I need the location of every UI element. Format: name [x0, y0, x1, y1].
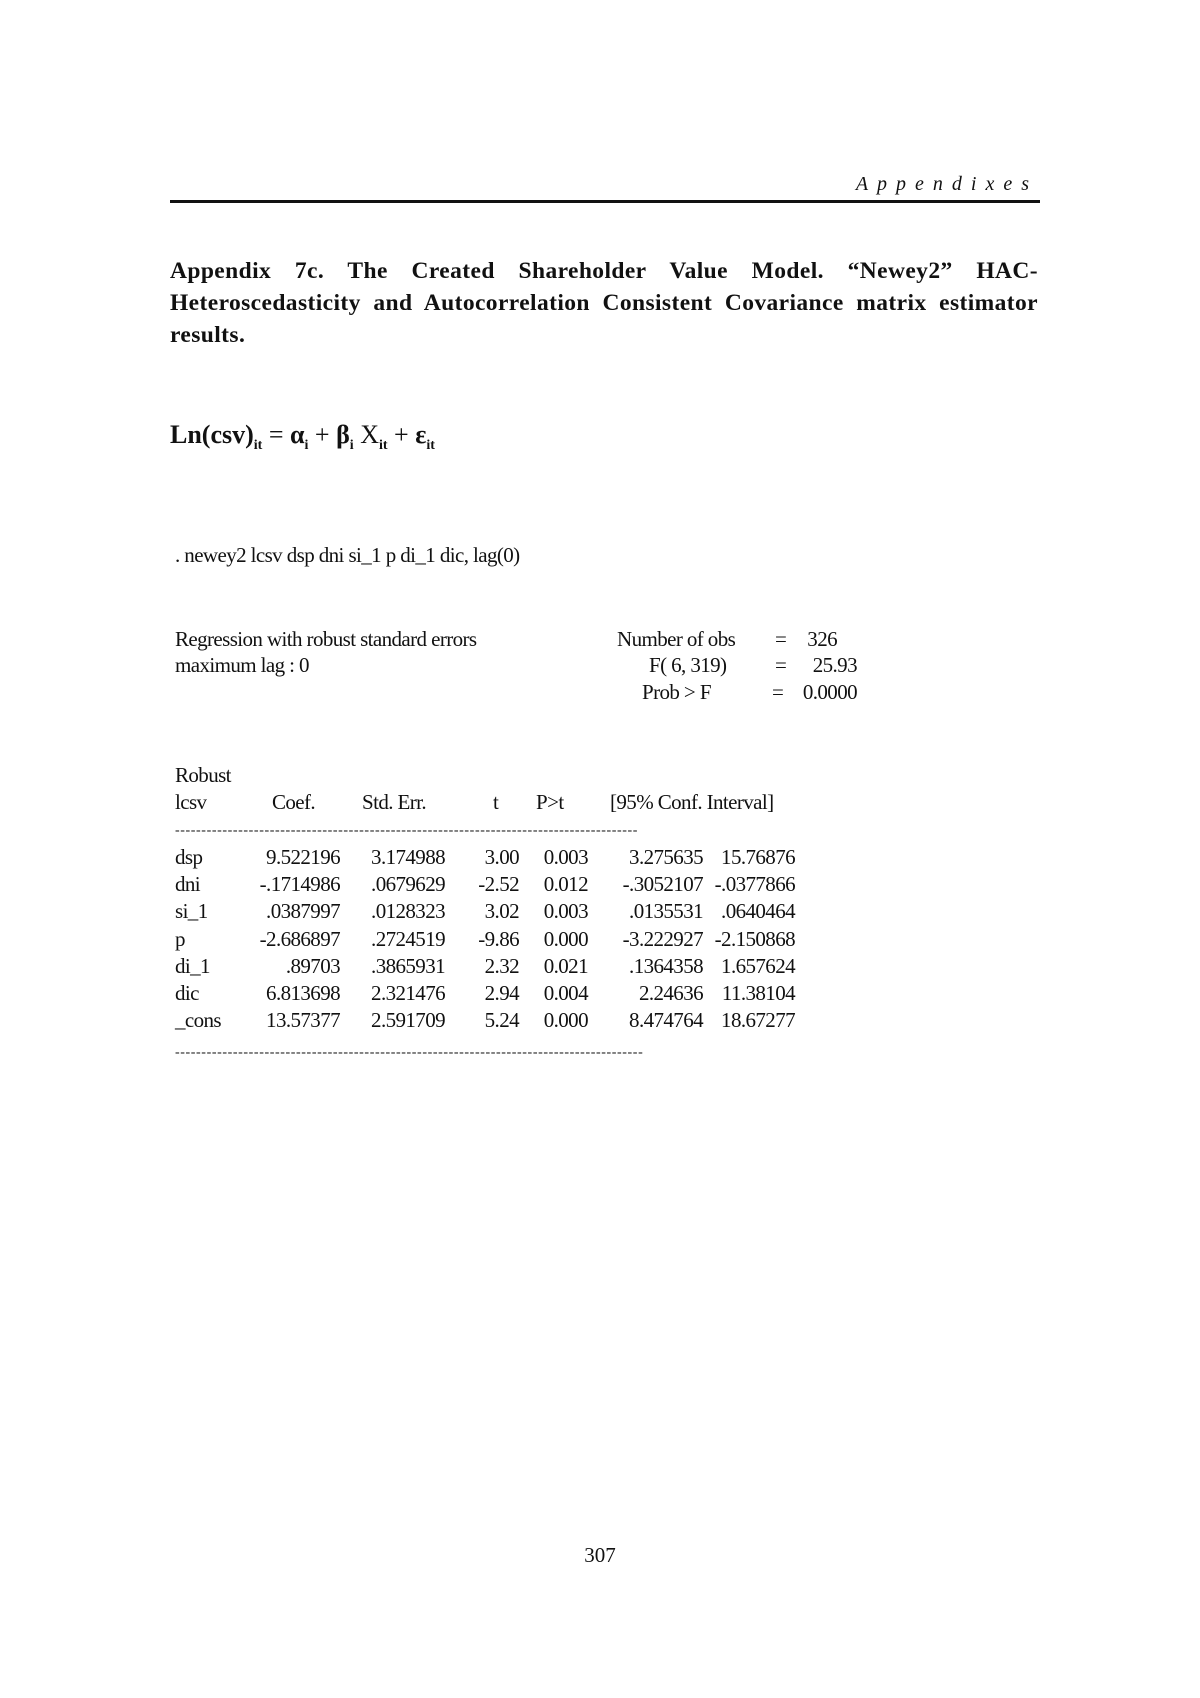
appendix-title: Appendix 7c. The Created Shareholder Value Model. “Newey2” HAC-Heteroscedasticity and Autocorrelation Consistent Covariance matrix estimator results. — [170, 258, 1038, 348]
table-row — [175, 927, 815, 954]
row-std-err: 2.321476 — [371, 980, 445, 1005]
running-head: Appendixes — [855, 173, 1038, 195]
table-header-row — [175, 790, 815, 817]
row-std-err: 3.174988 — [371, 845, 445, 869]
row-p: 0.000 — [543, 926, 588, 951]
row-coef: 9.522196 — [266, 845, 340, 869]
equation-lhs-subscript: it — [253, 438, 263, 453]
row-t: -9.86 — [478, 926, 519, 951]
table-row — [175, 954, 815, 981]
row-ci-high: -2.150868 — [714, 926, 795, 951]
equation-lhs: Ln(csv) — [170, 420, 254, 449]
equation-plus-2: + — [394, 420, 409, 449]
table-row — [175, 872, 815, 899]
table-separator-bottom: ----------------------------------------------------------------------------------------- — [175, 1045, 644, 1060]
equation-alpha-subscript: i — [304, 438, 309, 453]
equation-beta: β — [336, 420, 350, 449]
stat-value-prob: 0.0000 — [802, 680, 857, 704]
row-t: 3.02 — [484, 899, 519, 924]
row-variable: p — [175, 926, 185, 951]
row-variable: dni — [175, 872, 201, 897]
row-t: 5.24 — [484, 1008, 519, 1033]
row-variable: dic — [175, 980, 199, 1005]
equation-x: X — [360, 420, 379, 449]
row-ci-high: -.0377866 — [714, 872, 795, 897]
stat-name-prob: Prob > F — [642, 680, 711, 704]
stat-value-f: 25.93 — [812, 653, 857, 677]
row-ci-low: 8.474764 — [629, 1008, 703, 1033]
row-coef: 6.813698 — [266, 980, 340, 1005]
stat-eq-f: = — [775, 653, 787, 677]
row-p: 0.003 — [543, 845, 588, 869]
row-std-err: .0679629 — [371, 872, 445, 897]
equation-epsilon: ε — [415, 420, 427, 449]
header-conf-interval: [95% Conf. Interval] — [610, 790, 774, 814]
row-std-err: .0128323 — [371, 899, 445, 924]
row-p: 0.012 — [543, 872, 588, 897]
header-p: P>t — [536, 790, 564, 814]
row-std-err: .2724519 — [371, 926, 445, 951]
row-t: 2.94 — [484, 980, 519, 1005]
row-variable: si_1 — [175, 899, 208, 924]
row-t: -2.52 — [478, 872, 519, 897]
row-variable: _cons — [175, 1008, 221, 1033]
row-ci-high: 1.657624 — [721, 953, 795, 978]
equation-plus-1: + — [314, 420, 330, 449]
row-ci-high: 18.67277 — [721, 1008, 795, 1033]
header-std-err: Std. Err. — [362, 790, 427, 814]
stat-eq-prob: = — [772, 680, 784, 704]
row-t: 3.00 — [484, 845, 519, 869]
equation-equals: = — [268, 420, 284, 449]
equation-alpha: α — [290, 420, 305, 449]
stat-name-f: F( 6, 319) — [649, 653, 727, 677]
row-variable: di_1 — [175, 953, 210, 978]
row-ci-low: .0135531 — [629, 899, 703, 924]
row-ci-high: 11.38104 — [721, 980, 795, 1005]
table-row — [175, 899, 815, 926]
row-ci-low: -.3052107 — [622, 872, 703, 897]
row-coef: -.1714986 — [259, 872, 340, 897]
table-separator-top: ---------------------------------------------------------------------------------------- — [175, 823, 639, 838]
row-ci-low: .1364358 — [629, 953, 703, 978]
row-ci-low: 3.275635 — [629, 845, 703, 869]
stat-value-obs: 326 — [807, 627, 837, 651]
row-p: 0.004 — [543, 980, 588, 1005]
row-ci-high: 15.76876 — [721, 845, 795, 869]
header-coef: Coef. — [272, 790, 316, 814]
row-p: 0.021 — [543, 953, 588, 978]
equation-epsilon-subscript: it — [426, 438, 435, 453]
row-p: 0.003 — [543, 899, 588, 924]
robust-label: Robust — [175, 763, 231, 787]
row-p: 0.000 — [543, 1008, 588, 1033]
row-ci-high: .0640464 — [721, 899, 795, 924]
header-rule — [170, 200, 1040, 203]
equation-beta-subscript: i — [349, 438, 354, 453]
table-row — [175, 981, 815, 1008]
coefficient-table — [175, 845, 815, 1035]
row-ci-low: -3.222927 — [622, 926, 703, 951]
row-std-err: 2.591709 — [371, 1008, 445, 1033]
page-number: 307 — [584, 1543, 616, 1567]
max-lag-label: maximum lag : 0 — [175, 653, 309, 677]
table-row — [175, 845, 815, 872]
equation-x-subscript: it — [378, 438, 388, 453]
model-equation — [170, 420, 435, 454]
header-t: t — [493, 790, 499, 814]
row-ci-low: 2.24636 — [638, 980, 703, 1005]
header-variable: lcsv — [175, 790, 207, 814]
row-coef: -2.686897 — [259, 926, 340, 951]
row-coef: 13.57377 — [266, 1008, 340, 1033]
row-std-err: .3865931 — [371, 953, 445, 978]
table-row — [175, 1008, 815, 1035]
row-variable: dsp — [175, 845, 203, 869]
stata-command: . newey2 lcsv dsp dni si_1 p di_1 dic, lag(0) — [175, 543, 520, 567]
row-coef: .0387997 — [266, 899, 340, 924]
row-coef: .89703 — [285, 953, 340, 978]
stat-eq-obs: = — [775, 627, 787, 651]
row-t: 2.32 — [484, 953, 519, 978]
stat-name-obs: Number of obs — [617, 627, 736, 651]
regression-type-label: Regression with robust standard errors — [175, 627, 477, 651]
